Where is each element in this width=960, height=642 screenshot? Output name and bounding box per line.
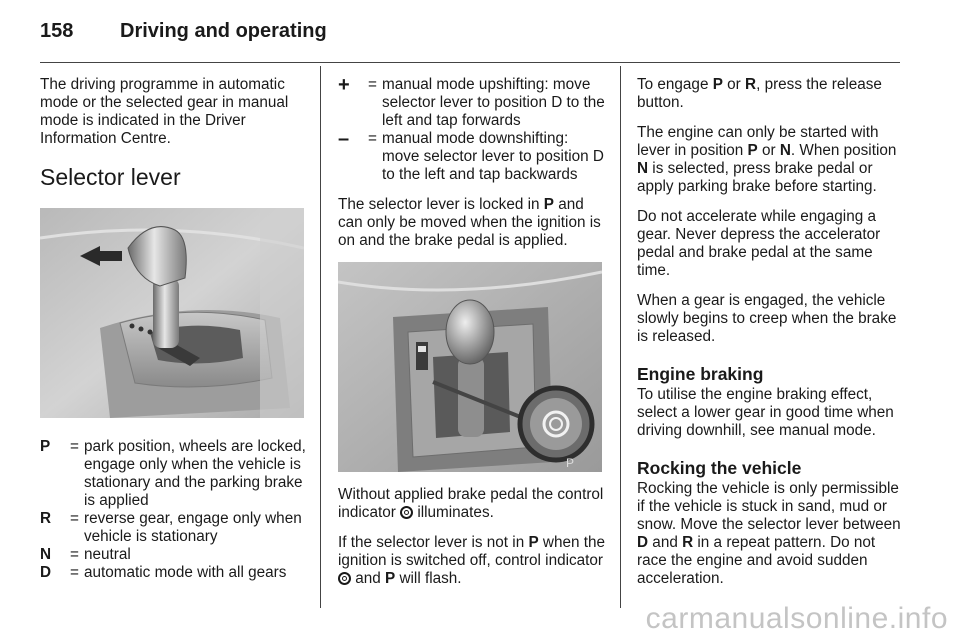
intro-paragraph: The driving programme in automatic mode or the selected gear in manual mode is indicated in the Driver Information Centre.: [40, 76, 289, 147]
legend-text-d: automatic mode with all gears: [84, 564, 287, 581]
rocking-paragraph: Rocking the vehicle is only permissible if the vehicle is stuck in sand, mud or snow. Move the selector lever between D and R in a repeat pattern. Do not race the engine and avoid sudden acceleration.: [637, 480, 901, 587]
engine-braking-paragraph: To utilise the engine braking effect, select a lower gear in good time when driving downhill, see manual mode.: [637, 386, 894, 439]
svg-text:P: P: [566, 456, 575, 470]
legend-text-downshift: manual mode downshifting: move selector lever to position D to the left and tap backwards: [382, 130, 604, 183]
engine-braking-heading: Engine braking: [637, 364, 764, 384]
section-title: Driving and operating: [120, 20, 327, 42]
plus-icon: +: [338, 74, 350, 96]
column-2: [338, 76, 606, 600]
gear-legend: P = park position, wheels are locked, engage only when the vehicle is stationary and the parking brake is applied R = reverse gear, engage only when vehicle is stationary N = neutral D = automatic mode with all gears: [40, 438, 306, 581]
accelerate-paragraph: Do not accelerate while engaging a gear. Never depress the accelerator pedal and brake pedal at the same time.: [637, 208, 881, 279]
locked-paragraph: The selector lever is locked in P and can only be moved when the ignition is on and the brake pedal is applied.: [338, 196, 601, 249]
without-brake-paragraph: Without applied brake pedal the control indicator illuminates.: [338, 486, 604, 521]
flash-paragraph: If the selector lever is not in P when the ignition is switched off, control indicator and P will flash.: [338, 534, 605, 587]
rocking-heading: Rocking the vehicle: [637, 458, 802, 478]
legend-key-r: R: [40, 510, 52, 527]
brake-control-indicator-icon-2: [338, 572, 351, 585]
column-3: [637, 76, 903, 600]
minus-icon: –: [338, 128, 350, 150]
legend-text-r: reverse gear, engage only when vehicle is stationary: [84, 510, 302, 545]
start-paragraph: The engine can only be started with lever in position P or N. When position N is selected, press brake pedal or apply parking brake before starting.: [637, 124, 897, 195]
header-rule: [40, 62, 900, 63]
page-header: [40, 20, 900, 50]
watermark: carmanualsonline.info: [645, 602, 948, 635]
engage-paragraph: To engage P or R, press the release button.: [637, 76, 882, 111]
legend-key-d: D: [40, 564, 52, 581]
creep-paragraph: When a gear is engaged, the vehicle slowly begins to creep when the brake is released.: [637, 292, 897, 345]
brake-indicator-photo: [338, 262, 602, 472]
legend-key-n: N: [40, 546, 52, 563]
page-number: 158: [40, 20, 74, 42]
brake-control-indicator-icon: [400, 506, 413, 519]
legend-text-n: neutral: [84, 546, 131, 563]
legend-text-upshift: manual mode upshifting: move selector lever to position D to the left and tap forwards: [382, 76, 605, 129]
column-1: [40, 76, 306, 594]
manual-mode-legend: + = manual mode upshifting: move selector lever to position D to the left and tap forwards – = manual mode downshifting: move selector lever to position D to the left and tap backwards: [338, 74, 605, 183]
column-divider-1: [320, 66, 321, 608]
legend-text-p: park position, wheels are locked, engage only when the vehicle is stationary and the parking brake is applied: [84, 438, 306, 509]
selector-lever-heading: Selector lever: [40, 164, 181, 190]
selector-lever-photo: [40, 208, 304, 418]
column-divider-2: [620, 66, 621, 608]
legend-key-p: P: [40, 438, 51, 455]
